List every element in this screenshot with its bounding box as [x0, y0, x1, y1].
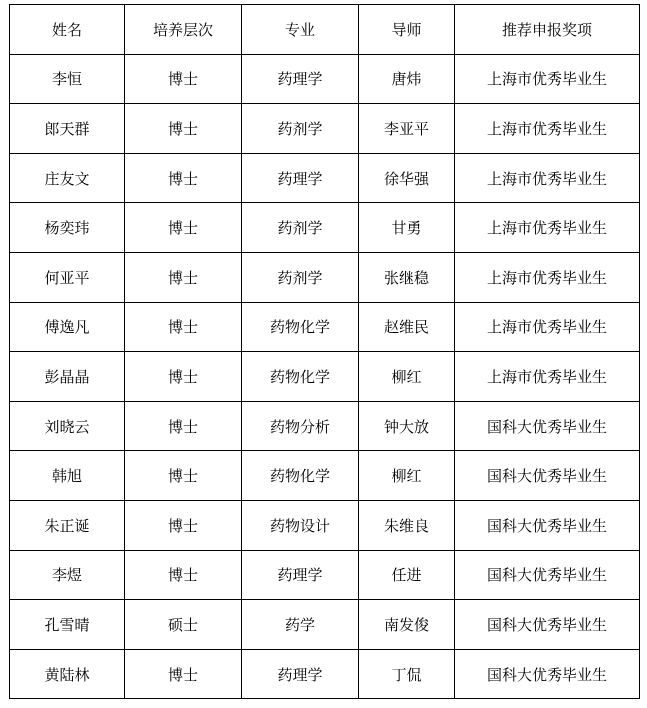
cell-name: 郎天群 [10, 104, 125, 154]
cell-advisor: 甘勇 [359, 203, 455, 253]
cell-major: 药理学 [242, 550, 359, 600]
cell-award: 上海市优秀毕业生 [455, 352, 640, 402]
cell-advisor: 徐华强 [359, 153, 455, 203]
cell-award: 国科大优秀毕业生 [455, 401, 640, 451]
cell-advisor: 赵维民 [359, 302, 455, 352]
cell-award: 国科大优秀毕业生 [455, 451, 640, 501]
table-row [10, 649, 640, 699]
table-row [10, 203, 640, 253]
cell-award: 上海市优秀毕业生 [455, 302, 640, 352]
cell-advisor: 唐炜 [359, 54, 455, 104]
header-name: 姓名 [10, 5, 125, 55]
cell-name: 黄陆林 [10, 649, 125, 699]
cell-name: 彭晶晶 [10, 352, 125, 402]
cell-name: 庄友文 [10, 153, 125, 203]
cell-award: 上海市优秀毕业生 [455, 54, 640, 104]
table-row [10, 550, 640, 600]
table-header-row [10, 5, 640, 55]
cell-degree-level: 博士 [125, 550, 242, 600]
cell-major: 药物分析 [242, 401, 359, 451]
table-row [10, 451, 640, 501]
cell-advisor: 朱维良 [359, 500, 455, 550]
cell-advisor: 钟大放 [359, 401, 455, 451]
cell-award: 上海市优秀毕业生 [455, 104, 640, 154]
cell-degree-level: 博士 [125, 401, 242, 451]
cell-degree-level: 博士 [125, 352, 242, 402]
table-row [10, 352, 640, 402]
cell-advisor: 任进 [359, 550, 455, 600]
cell-major: 药剂学 [242, 203, 359, 253]
cell-degree-level: 硕士 [125, 600, 242, 650]
cell-major: 药物化学 [242, 451, 359, 501]
header-advisor: 导师 [359, 5, 455, 55]
cell-name: 杨奕玮 [10, 203, 125, 253]
table-row [10, 600, 640, 650]
cell-major: 药理学 [242, 54, 359, 104]
cell-degree-level: 博士 [125, 153, 242, 203]
cell-name: 朱正诞 [10, 500, 125, 550]
cell-degree-level: 博士 [125, 302, 242, 352]
cell-award: 上海市优秀毕业生 [455, 252, 640, 302]
cell-major: 药学 [242, 600, 359, 650]
cell-name: 李恒 [10, 54, 125, 104]
table-row [10, 153, 640, 203]
cell-major: 药理学 [242, 649, 359, 699]
cell-major: 药物设计 [242, 500, 359, 550]
cell-award: 国科大优秀毕业生 [455, 600, 640, 650]
cell-advisor: 柳红 [359, 352, 455, 402]
cell-degree-level: 博士 [125, 104, 242, 154]
cell-name: 李煜 [10, 550, 125, 600]
table-row [10, 252, 640, 302]
cell-name: 傅逸凡 [10, 302, 125, 352]
cell-major: 药剂学 [242, 252, 359, 302]
cell-degree-level: 博士 [125, 203, 242, 253]
cell-degree-level: 博士 [125, 252, 242, 302]
cell-award: 国科大优秀毕业生 [455, 550, 640, 600]
cell-degree-level: 博士 [125, 649, 242, 699]
cell-advisor: 柳红 [359, 451, 455, 501]
header-degree-level: 培养层次 [125, 5, 242, 55]
header-award: 推荐申报奖项 [455, 5, 640, 55]
cell-advisor: 李亚平 [359, 104, 455, 154]
cell-advisor: 丁侃 [359, 649, 455, 699]
cell-award: 国科大优秀毕业生 [455, 500, 640, 550]
graduate-recommendation-table [9, 4, 640, 699]
cell-award: 上海市优秀毕业生 [455, 203, 640, 253]
table-row [10, 500, 640, 550]
table-row [10, 54, 640, 104]
table-row [10, 401, 640, 451]
cell-award: 上海市优秀毕业生 [455, 153, 640, 203]
cell-major: 药剂学 [242, 104, 359, 154]
table-row [10, 104, 640, 154]
cell-degree-level: 博士 [125, 500, 242, 550]
cell-advisor: 南发俊 [359, 600, 455, 650]
cell-name: 刘晓云 [10, 401, 125, 451]
table-row [10, 302, 640, 352]
cell-major: 药物化学 [242, 302, 359, 352]
cell-degree-level: 博士 [125, 451, 242, 501]
cell-major: 药理学 [242, 153, 359, 203]
cell-major: 药物化学 [242, 352, 359, 402]
cell-degree-level: 博士 [125, 54, 242, 104]
cell-name: 韩旭 [10, 451, 125, 501]
cell-advisor: 张继稳 [359, 252, 455, 302]
cell-name: 孔雪晴 [10, 600, 125, 650]
cell-award: 国科大优秀毕业生 [455, 649, 640, 699]
cell-name: 何亚平 [10, 252, 125, 302]
header-major: 专业 [242, 5, 359, 55]
